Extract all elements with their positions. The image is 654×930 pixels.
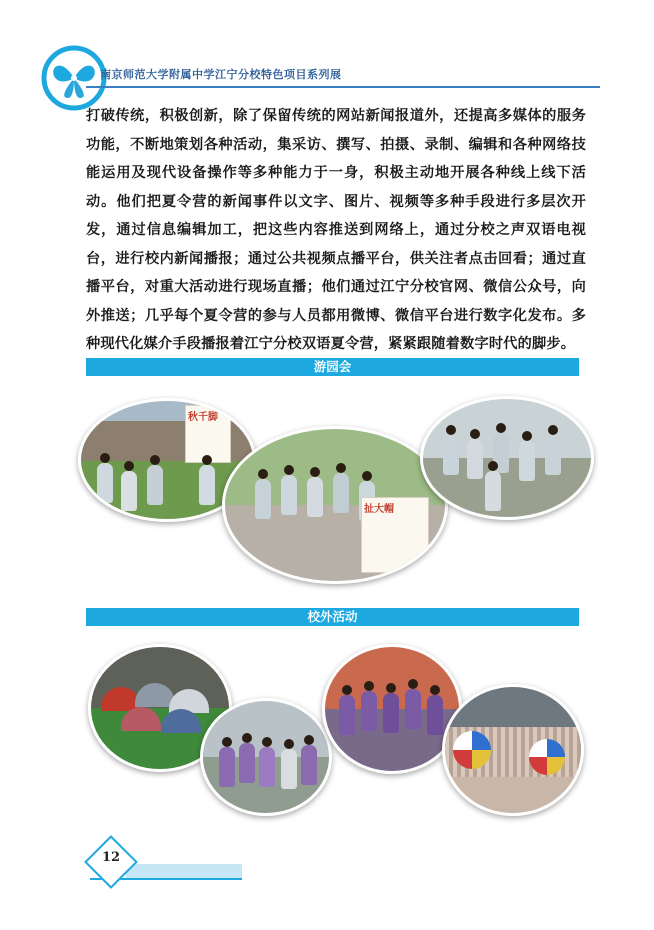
photo-garden-party-right [420,396,594,520]
body-paragraph: 打破传统，积极创新，除了保留传统的网站新闻报道外，还提高多媒体的服务功能，不断地策划各种活动，集采访、撰写、拍摄、录制、编辑和各种网络技能运用及现代设备操作等多种能力于一身，积极主动地开展各种线上线下活动。他们把夏令营的新闻事件以文字、图片、视频等多种手段进行多层次开发，通过信息编辑加工，把这些内容推送到网络上，通过分校之声双语电视台，进行校内新闻播报；通过公共视频点播平台，供关注者点击回看；通过直播平台，对重大活动进行现场直播；他们通过江宁分校官网、微信公众号，向外推送；几乎每个夏令营的参与人员都用微博、微信平台进行数字化发布。多种现代化媒介手段播报着江宁分校双语夏令营，紧紧跟随着数字时代的脚步。 [86,108,586,352]
photo-sign-2: 扯大帽 [361,497,429,573]
page-number: 12 [101,850,121,865]
photo-factory-visit [200,698,332,816]
section-heading-garden-party: 游园会 [86,358,579,376]
header-title: 南京师范大学附属中学江宁分校特色项目系列展 [100,68,342,81]
photo-sign-1: 秋千脚 [185,405,231,463]
photo-stadium-balls [442,684,584,816]
header-divider [86,86,600,88]
section-heading-outdoor-activities: 校外活动 [86,608,579,626]
photo-garden-party-center [222,426,448,584]
photo-group-purple-shirts [322,644,462,774]
